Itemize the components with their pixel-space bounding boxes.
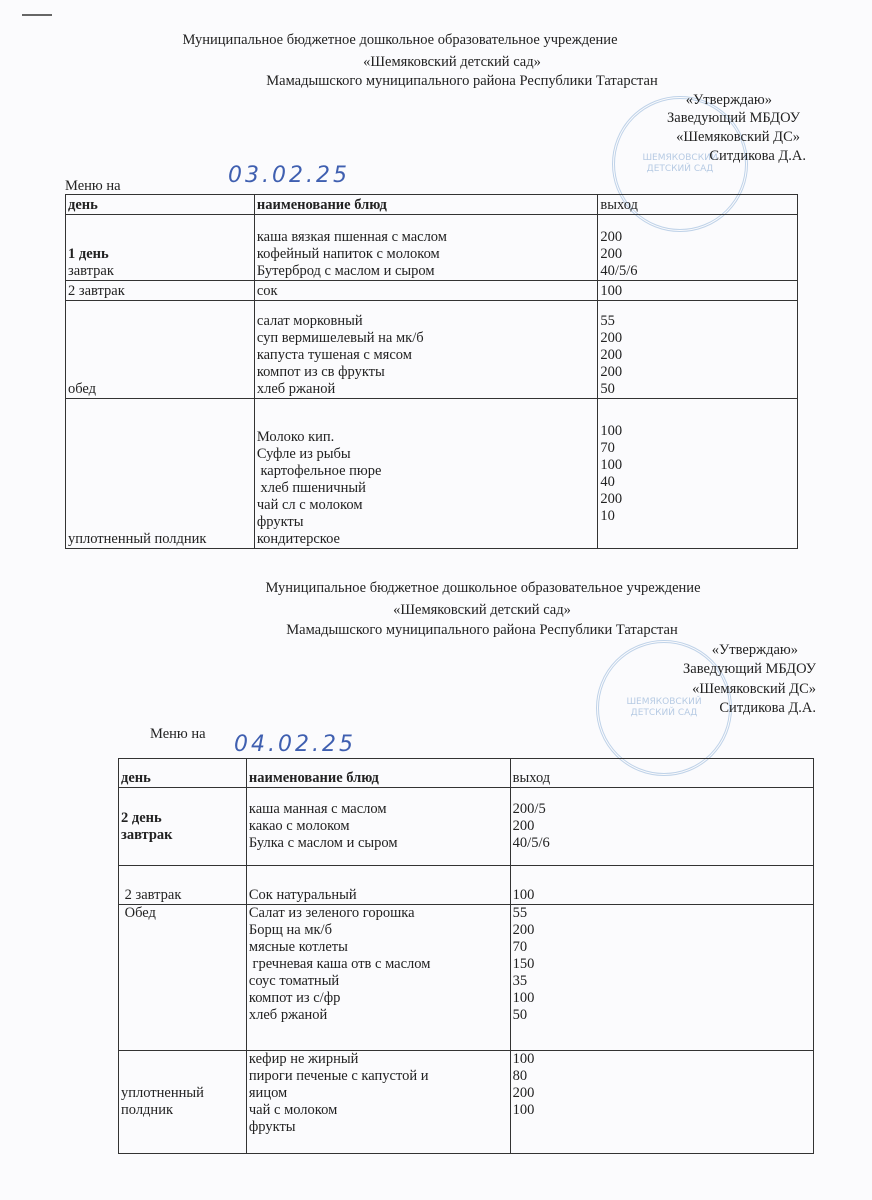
table-header-row	[119, 759, 814, 788]
dishes-cell	[246, 866, 510, 905]
meal-name: 2 день	[121, 809, 162, 826]
yield-value: 100	[512, 1102, 535, 1118]
yield-value: 35	[512, 973, 528, 989]
column-header: день	[66, 195, 255, 215]
dish-name: компот из св фрукты	[256, 364, 385, 380]
yield-cell	[598, 301, 798, 399]
yield-value: 200	[512, 818, 535, 834]
yield-value: 150	[512, 956, 535, 972]
dishes-cell	[246, 905, 510, 1051]
org-line-3: Мамадышского муниципального района Республики Татарстан	[286, 622, 678, 638]
dishes-cell	[246, 788, 510, 866]
yield-value: 200	[600, 490, 623, 507]
table-row	[119, 866, 814, 905]
meal-name: 1 день	[68, 246, 109, 262]
yield-cell	[510, 788, 813, 866]
meal-name: уплотненный полдник	[68, 531, 207, 547]
yield-value: 80	[512, 1068, 528, 1084]
table-row	[119, 1051, 814, 1154]
dish-name: пироги печеные с капустой и	[248, 1068, 429, 1084]
dish-name: мясные котлеты	[248, 939, 348, 955]
dish-name: картофельное пюре	[256, 463, 382, 479]
yield-value: 55	[600, 313, 615, 329]
yield-value: 200	[600, 229, 623, 245]
dish-name: салат морковный	[256, 313, 363, 329]
dish-name: кефир не жирный	[248, 1051, 359, 1067]
yield-value: 40/5/6	[512, 835, 550, 851]
meal-cell	[66, 281, 255, 301]
meal-name: 2 завтрак	[68, 283, 125, 299]
dish-name: Сок натуральный	[248, 887, 357, 903]
yield-value: 100	[512, 1051, 535, 1067]
approve-line: «Утверждаю»	[685, 92, 772, 108]
menu-date-handwritten: 03.02.25	[228, 163, 350, 188]
scan-mark	[22, 14, 52, 16]
dish-name: Суфле из рыбы	[256, 446, 351, 462]
yield-value: 40/5/6	[600, 263, 638, 279]
yield-cell	[510, 1051, 813, 1154]
meal-cell	[66, 301, 255, 399]
dish-name: фрукты	[248, 1119, 296, 1135]
org-line-3: Мамадышского муниципального района Республики Татарстан	[266, 73, 658, 89]
meal-cell	[119, 866, 247, 905]
org-line-2: «Шемяковский детский сад»	[393, 602, 571, 618]
yield-value: 50	[512, 1007, 528, 1023]
dish-name: сок	[256, 283, 278, 299]
dish-name: хлеб пшеничный	[256, 480, 366, 496]
column-header: наименование блюд	[254, 195, 598, 215]
yield-value: 70	[512, 939, 528, 955]
table-row	[66, 399, 798, 549]
dishes-cell	[254, 215, 598, 281]
menu-date-handwritten: 04.02.25	[234, 732, 356, 757]
yield-cell	[598, 399, 798, 549]
dishes-cell	[254, 399, 598, 549]
yield-value: 55	[512, 905, 528, 921]
meal-name: уплотненный	[121, 1085, 204, 1101]
yield-value: 100	[600, 422, 623, 439]
dish-name: Молоко кип.	[256, 429, 335, 445]
yield-value: 200	[600, 347, 623, 363]
yield-value: 70	[600, 439, 615, 456]
table-row	[119, 905, 814, 1051]
yield-value: 50	[600, 381, 615, 397]
yield-value: 100	[512, 887, 535, 903]
meal-cell	[66, 399, 255, 549]
dishes-cell	[254, 281, 598, 301]
meal-name: завтрак	[68, 263, 114, 279]
table-row	[66, 281, 798, 301]
yield-value: 200	[600, 246, 623, 262]
meal-cell	[119, 905, 247, 1051]
dish-name: соус томатный	[248, 973, 340, 989]
dish-name: хлеб ржаной	[256, 381, 336, 397]
yield-cell	[598, 215, 798, 281]
official-stamp: ШЕМЯКОВСКИЙ ДЕТСКИЙ САД	[612, 96, 748, 232]
yield-value: 10	[600, 507, 615, 524]
approve-signature-line: Ситдикова Д.А.	[719, 700, 816, 716]
dish-name: каша манная с маслом	[248, 801, 387, 817]
approve-line: Заведующий МБДОУ	[683, 661, 816, 677]
menu-label: Меню на	[150, 726, 206, 742]
approve-line: «Утверждаю»	[711, 642, 798, 658]
dishes-cell	[254, 301, 598, 399]
dish-name: компот из с/фр	[248, 990, 341, 1006]
dish-name: чай сл с молоком	[256, 497, 363, 513]
dish-name: Борщ на мк/б	[248, 922, 332, 938]
yield-value: 200	[512, 1085, 535, 1101]
dish-name: Бутерброд с маслом и сыром	[256, 263, 435, 279]
meal-cell	[66, 215, 255, 281]
meal-name: Обед	[121, 905, 156, 921]
yield-value: 100	[512, 990, 535, 1006]
dish-name: каша вязкая пшенная с маслом	[256, 229, 447, 245]
approve-line: «Шемяковский ДС»	[692, 681, 816, 697]
dish-name: гречневая каша отв с маслом	[248, 956, 431, 972]
yield-value: 40	[600, 473, 615, 490]
yield-cell	[510, 866, 813, 905]
meal-cell	[119, 788, 247, 866]
yield-value: 200	[600, 330, 623, 346]
yield-value: 100	[600, 283, 623, 299]
meal-name: полдник	[121, 1102, 173, 1118]
dish-name: кондитерское	[256, 531, 340, 547]
column-header: выход	[598, 195, 798, 215]
meal-name: обед	[68, 381, 97, 397]
yield-value: 200	[512, 922, 535, 938]
dishes-cell	[246, 1051, 510, 1154]
column-header: выход	[510, 759, 813, 788]
dish-name: Салат из зеленого горошка	[248, 905, 415, 921]
official-stamp: ШЕМЯКОВСКИЙ ДЕТСКИЙ САД	[596, 640, 732, 776]
org-line-2: «Шемяковский детский сад»	[363, 54, 541, 70]
dish-name: Булка с маслом и сыром	[248, 835, 398, 851]
meal-name: 2 завтрак	[121, 887, 182, 903]
table-row	[66, 215, 798, 281]
dish-name: суп вермишелевый на мк/б	[256, 330, 424, 346]
approve-signature-line: Ситдикова Д.А.	[709, 148, 806, 164]
yield-value: 100	[600, 456, 623, 473]
yield-cell	[510, 905, 813, 1051]
yield-value: 200/5	[512, 801, 546, 817]
column-header: наименование блюд	[246, 759, 510, 788]
org-line-1: Муниципальное бюджетное дошкольное образовательное учреждение	[265, 580, 701, 596]
dish-name: какао с молоком	[248, 818, 350, 834]
yield-cell	[598, 281, 798, 301]
dish-name: яицом	[248, 1085, 288, 1101]
approve-line: Заведующий МБДОУ	[667, 110, 800, 126]
meal-cell	[119, 1051, 247, 1154]
menu-table	[118, 758, 814, 1154]
dish-name: чай с молоком	[248, 1102, 338, 1118]
org-line-1: Муниципальное бюджетное дошкольное образовательное учреждение	[182, 32, 618, 48]
column-header: день	[119, 759, 247, 788]
yield-value: 200	[600, 364, 623, 380]
menu-label: Меню на	[65, 178, 121, 194]
dish-name: хлеб ржаной	[248, 1007, 328, 1023]
menu-table	[65, 194, 798, 549]
dish-name: капуста тушеная с мясом	[256, 347, 412, 363]
table-header-row	[66, 195, 798, 215]
dish-name: кофейный напиток с молоком	[256, 246, 440, 262]
approve-line: «Шемяковский ДС»	[676, 129, 800, 145]
meal-name: завтрак	[121, 826, 173, 843]
table-row	[119, 788, 814, 866]
dish-name: фрукты	[256, 514, 304, 530]
table-row	[66, 301, 798, 399]
